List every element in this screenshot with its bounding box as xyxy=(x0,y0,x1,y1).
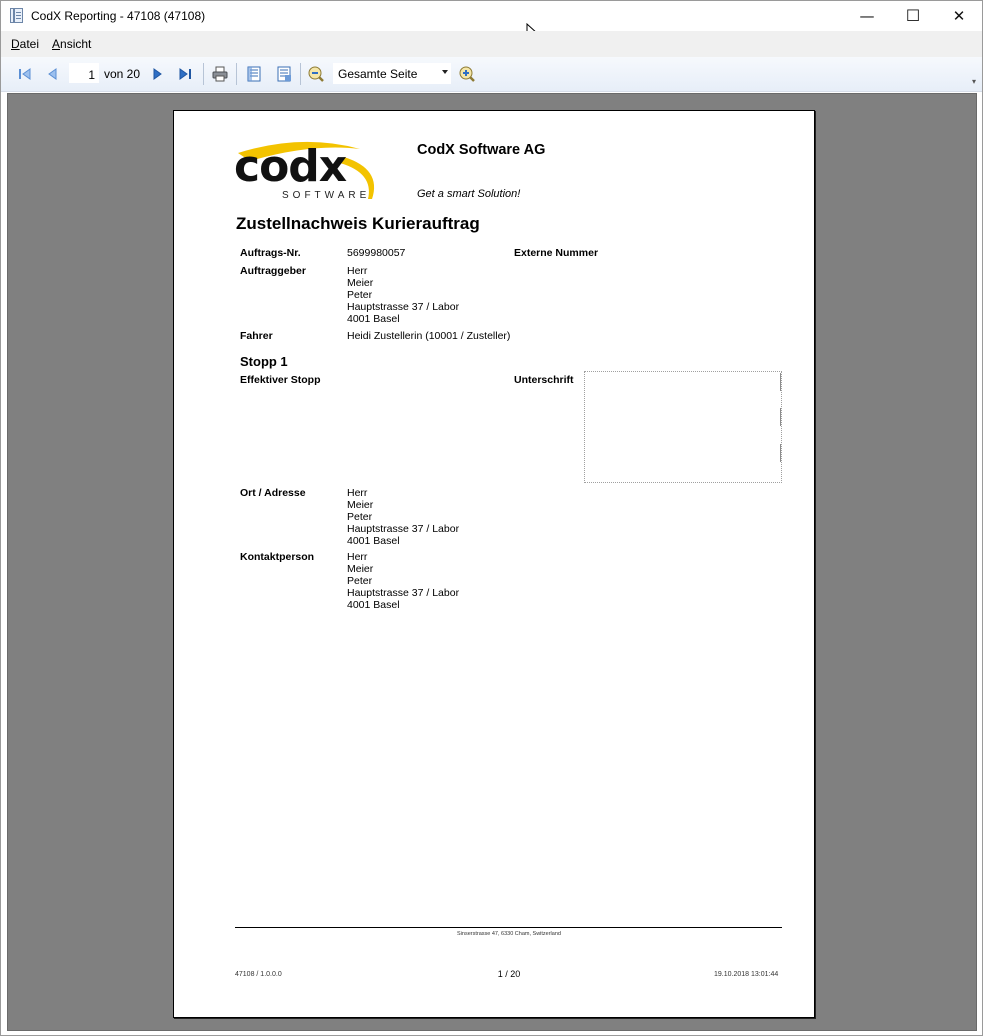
zoom-out-icon[interactable] xyxy=(307,65,325,83)
close-button[interactable]: ✕ xyxy=(952,7,966,25)
toolbar xyxy=(1,57,982,92)
app-icon xyxy=(10,8,23,23)
toolbar-separator xyxy=(236,63,237,85)
address-line: Meier xyxy=(347,277,374,289)
footer-timestamp: 19.10.2018 13:01:44 xyxy=(714,971,779,978)
company-slogan: Get a smart Solution! xyxy=(417,188,521,200)
document-title: Zustellnachweis Kurierauftrag xyxy=(236,214,480,233)
driver-label: Fahrer xyxy=(240,330,273,342)
last-page-icon[interactable] xyxy=(176,65,194,83)
address-line: Herr xyxy=(347,487,368,499)
contact-label: Kontaktperson xyxy=(240,551,315,563)
contact-address xyxy=(347,551,459,611)
minimize-button[interactable]: — xyxy=(859,7,875,25)
company-name: CodX Software AG xyxy=(417,142,546,158)
client-label: Auftraggeber xyxy=(240,265,306,277)
toolbar-separator xyxy=(300,63,301,85)
signature-box-tick xyxy=(780,373,781,391)
signature-box xyxy=(584,371,782,483)
menu-bar xyxy=(1,31,982,57)
location-label: Ort / Adresse xyxy=(240,487,306,499)
address-line: 4001 Basel xyxy=(347,313,400,325)
stop-title: Stopp 1 xyxy=(240,354,288,369)
menu-ansicht[interactable] xyxy=(52,37,91,51)
title-bar[interactable] xyxy=(1,1,982,31)
menu-datei-label: atei xyxy=(19,37,40,51)
footer-page-number: 1 / 20 xyxy=(497,969,521,979)
address-line: Meier xyxy=(347,499,374,511)
previous-page-icon[interactable] xyxy=(44,65,62,83)
address-line: Herr xyxy=(347,265,368,277)
address-line: Hauptstrasse 37 / Labor xyxy=(347,523,460,535)
menu-datei-accel: D xyxy=(11,37,20,51)
maximize-button[interactable]: ☐ xyxy=(905,6,921,25)
address-line: 4001 Basel xyxy=(347,599,400,611)
order-no-value: 5699980057 xyxy=(347,247,406,259)
company-logo xyxy=(232,139,392,205)
menu-ansicht-accel: A xyxy=(52,37,61,51)
signature-box-tick xyxy=(780,408,781,426)
page-count-label: von 20 xyxy=(104,67,141,81)
zoom-select[interactable] xyxy=(333,63,451,84)
logo-subtitle: SOFTWARE xyxy=(282,190,371,201)
logo-word: codx xyxy=(234,141,347,192)
address-line: Hauptstrasse 37 / Labor xyxy=(347,587,460,599)
toolbar-overflow-icon[interactable]: ▾ xyxy=(971,77,976,86)
chevron-down-icon[interactable] xyxy=(442,70,448,74)
first-page-icon[interactable] xyxy=(16,65,34,83)
toolbar-separator xyxy=(203,63,204,85)
address-line: 4001 Basel xyxy=(347,535,400,547)
address-line: Peter xyxy=(347,511,373,523)
address-line: Meier xyxy=(347,563,374,575)
address-line: Herr xyxy=(347,551,368,563)
zoom-in-icon[interactable] xyxy=(458,65,476,83)
driver-value: Heidi Zustellerin (10001 / Zusteller) xyxy=(347,330,511,342)
order-no-label: Auftrags-Nr. xyxy=(240,247,301,259)
address-line: Peter xyxy=(347,289,373,301)
next-page-icon[interactable] xyxy=(148,65,166,83)
zoom-select-value: Gesamte Seite xyxy=(338,67,418,81)
report-page xyxy=(173,110,815,1018)
address-line: Hauptstrasse 37 / Labor xyxy=(347,301,460,313)
print-icon[interactable] xyxy=(211,65,229,83)
footer-version: 47108 / 1.0.0.0 xyxy=(235,971,282,978)
menu-datei[interactable] xyxy=(11,37,39,51)
footer-divider xyxy=(235,927,782,928)
current-page-input[interactable] xyxy=(69,63,99,83)
client-address xyxy=(347,265,459,325)
signature-label: Unterschrift xyxy=(514,374,574,386)
page-setup-icon[interactable] xyxy=(245,65,263,83)
address-line: Peter xyxy=(347,575,373,587)
menu-ansicht-label: nsicht xyxy=(60,37,92,51)
window-title: CodX Reporting - 47108 (47108) xyxy=(31,9,206,23)
footer-address: Sinserstrasse 47, 6330 Cham, Switzerland xyxy=(457,931,561,937)
report-preview-area[interactable] xyxy=(7,93,977,1031)
export-icon[interactable] xyxy=(275,65,293,83)
external-no-label: Externe Nummer xyxy=(514,247,599,259)
effective-stop-label: Effektiver Stopp xyxy=(240,374,321,386)
signature-box-tick xyxy=(780,444,781,462)
location-address xyxy=(347,487,459,547)
